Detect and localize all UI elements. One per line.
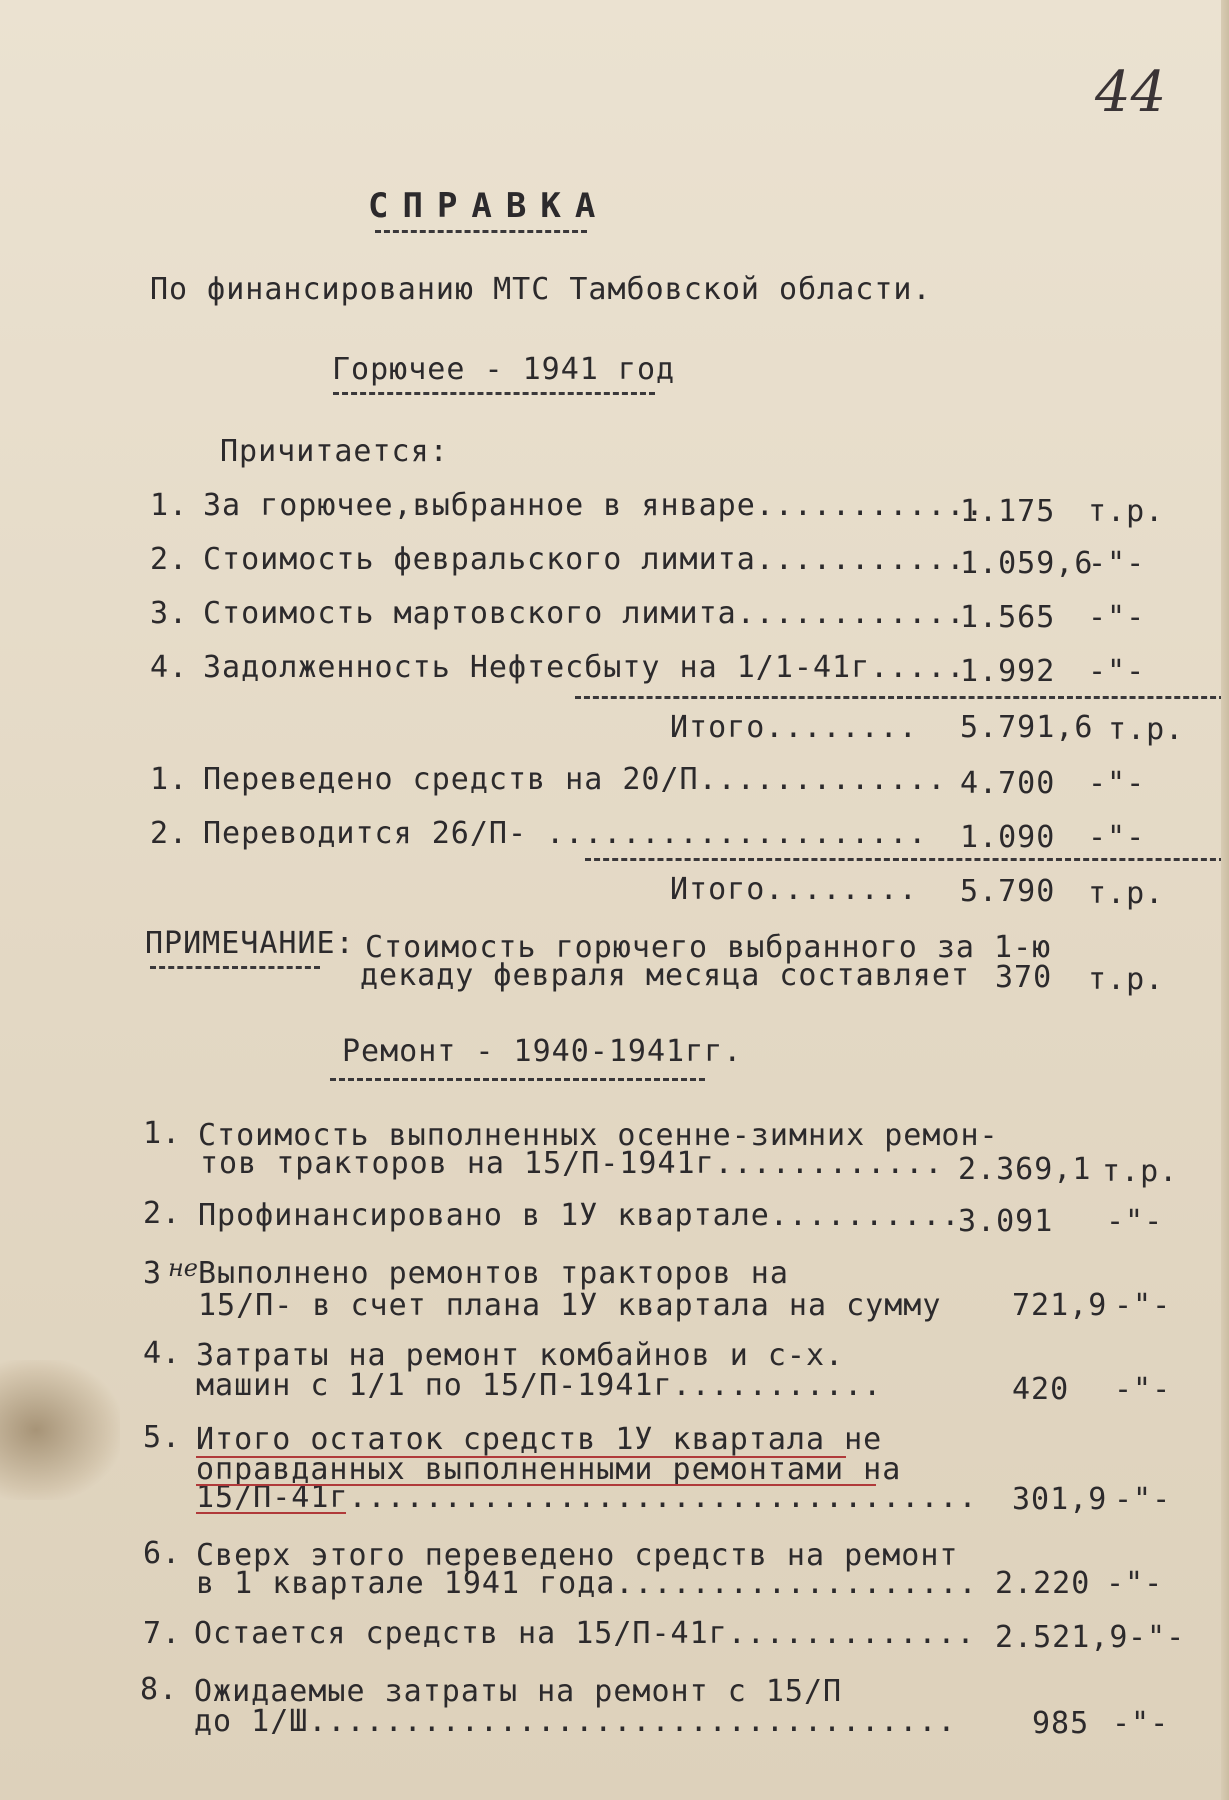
item-unit: -"- bbox=[1088, 820, 1146, 855]
handwritten-insert: не bbox=[168, 1254, 199, 1282]
item-unit: т.р. bbox=[1088, 494, 1165, 529]
sum-rule bbox=[575, 696, 1225, 699]
item-text: Переведено средств на 20/П............. bbox=[203, 762, 947, 797]
item-amount: 721,9 bbox=[1012, 1288, 1108, 1323]
note-label-underline bbox=[150, 966, 320, 969]
item-line-1: Итого остаток средств 1У квартала не bbox=[196, 1422, 883, 1457]
total-label: Итого........ bbox=[670, 872, 918, 907]
item-number: 1. bbox=[150, 762, 189, 797]
item-number: 4. bbox=[143, 1336, 182, 1371]
item-unit: -"- bbox=[1106, 1566, 1164, 1601]
item-number: 2. bbox=[143, 1196, 182, 1231]
item-amount: 1.059,6 bbox=[960, 546, 1094, 581]
item-line-2: оправданных выполненными ремонтами на bbox=[196, 1452, 902, 1487]
item-line-3: 15/П-41г................................. bbox=[196, 1480, 978, 1515]
item-text: Переводится 26/П- .................... bbox=[203, 816, 928, 851]
item-amount: 2.521,9 bbox=[995, 1620, 1129, 1655]
item-line-1: Стоимость выполненных осенне-зимних ремон- bbox=[198, 1118, 999, 1153]
item-number: 2. bbox=[150, 542, 189, 577]
note-unit: т.р. bbox=[1088, 962, 1165, 997]
item-line-2: до 1/Ш.................................. bbox=[194, 1704, 957, 1739]
item-unit: -"- bbox=[1088, 766, 1146, 801]
item-unit: т.р. bbox=[1102, 1154, 1179, 1189]
repair-heading-underline bbox=[330, 1078, 705, 1081]
item-amount: 2.369,1 bbox=[958, 1152, 1092, 1187]
item-amount: 1.090 bbox=[960, 820, 1056, 855]
item-unit: -"- bbox=[1114, 1482, 1172, 1517]
page-number: 44 bbox=[1095, 60, 1167, 125]
item-text: Задолженность Нефтесбыту на 1/1-41г..... bbox=[203, 650, 966, 685]
item-line-1: Ожидаемые затраты на ремонт с 15/П bbox=[194, 1674, 843, 1709]
item-unit: -"- bbox=[1128, 1620, 1186, 1655]
item-unit: -"- bbox=[1112, 1706, 1170, 1741]
item-amount: 4.700 bbox=[960, 766, 1056, 801]
fuel-heading-underline bbox=[333, 392, 655, 395]
item-amount: 2.220 bbox=[995, 1566, 1091, 1601]
note-label: ПРИМЕЧАНИЕ: bbox=[145, 926, 355, 961]
item-amount: 1.992 bbox=[960, 654, 1056, 689]
document-title: СПРАВКА bbox=[368, 186, 610, 226]
item-unit: -"- bbox=[1088, 546, 1146, 581]
paper-stain bbox=[0, 1360, 120, 1500]
item-unit: -"- bbox=[1114, 1288, 1172, 1323]
item-line-2: машин с 1/1 по 15/П-1941г........... bbox=[196, 1368, 883, 1403]
fuel-heading: Горючее - 1941 год bbox=[332, 352, 676, 387]
item-amount: 3.091 bbox=[958, 1204, 1054, 1239]
item-line-2: 15/П- в счет плана 1У квартала на сумму bbox=[198, 1288, 942, 1323]
sum-rule bbox=[585, 858, 1225, 861]
item-line-2: в 1 квартале 1941 года................... bbox=[196, 1566, 978, 1601]
item-amount: 1.175 bbox=[960, 494, 1056, 529]
item-line-1: Остается средств на 15/П-41г............. bbox=[194, 1616, 976, 1651]
due-label: Причитается: bbox=[220, 434, 449, 469]
item-amount: 301,9 bbox=[1012, 1482, 1108, 1517]
item-unit: -"- bbox=[1114, 1372, 1172, 1407]
red-underline bbox=[196, 1484, 876, 1486]
item-line-1: Сверх этого переведено средств на ремонт bbox=[196, 1538, 959, 1573]
red-underline bbox=[196, 1456, 846, 1458]
title-underline bbox=[375, 230, 587, 233]
page-edge bbox=[1221, 0, 1229, 1800]
total-unit: т.р. bbox=[1108, 712, 1185, 747]
item-line-1: Затраты на ремонт комбайнов и с-х. bbox=[196, 1338, 845, 1373]
item-number: 5. bbox=[143, 1420, 182, 1455]
item-unit: -"- bbox=[1088, 600, 1146, 635]
item-line-1: Выполнено ремонтов тракторов на bbox=[198, 1256, 789, 1291]
item-number: 7. bbox=[143, 1616, 182, 1651]
item-amount: 420 bbox=[1012, 1372, 1070, 1407]
note-line-2: декаду февраля месяца составляет bbox=[360, 958, 970, 993]
repair-heading: Ремонт - 1940-1941гг. bbox=[342, 1034, 743, 1069]
item-text: Стоимость мартовского лимита............ bbox=[203, 596, 966, 631]
item-unit: -"- bbox=[1106, 1204, 1164, 1239]
item-number: 2. bbox=[150, 816, 189, 851]
total-amount: 5.791,6 bbox=[960, 710, 1094, 745]
total-label: Итого........ bbox=[670, 710, 918, 745]
item-number: 3. bbox=[150, 596, 189, 631]
item-number: 1. bbox=[150, 488, 189, 523]
item-line-1: Профинансировано в 1У квартале.......... bbox=[198, 1198, 961, 1233]
item-number: 4. bbox=[150, 650, 189, 685]
total-amount: 5.790 bbox=[960, 874, 1056, 909]
item-number: 8. bbox=[140, 1672, 179, 1707]
item-number: 1. bbox=[143, 1116, 182, 1151]
total-unit: т.р. bbox=[1088, 876, 1165, 911]
item-amount: 985 bbox=[1032, 1706, 1090, 1741]
note-amount: 370 bbox=[995, 960, 1053, 995]
note-line-1: Стоимость горючего выбранного за 1-ю bbox=[365, 930, 1052, 965]
item-text: За горючее,выбранное в январе............ bbox=[203, 488, 985, 523]
item-text: Стоимость февральского лимита........... bbox=[203, 542, 966, 577]
item-number: 3 bbox=[143, 1256, 163, 1291]
item-number: 6. bbox=[143, 1536, 182, 1571]
item-unit: -"- bbox=[1088, 654, 1146, 689]
item-amount: 1.565 bbox=[960, 600, 1056, 635]
item-line-2: тов тракторов на 15/П-1941г............ bbox=[200, 1146, 944, 1181]
red-underline bbox=[196, 1512, 346, 1514]
document-subtitle: По финансированию МТС Тамбовской области. bbox=[150, 272, 932, 307]
